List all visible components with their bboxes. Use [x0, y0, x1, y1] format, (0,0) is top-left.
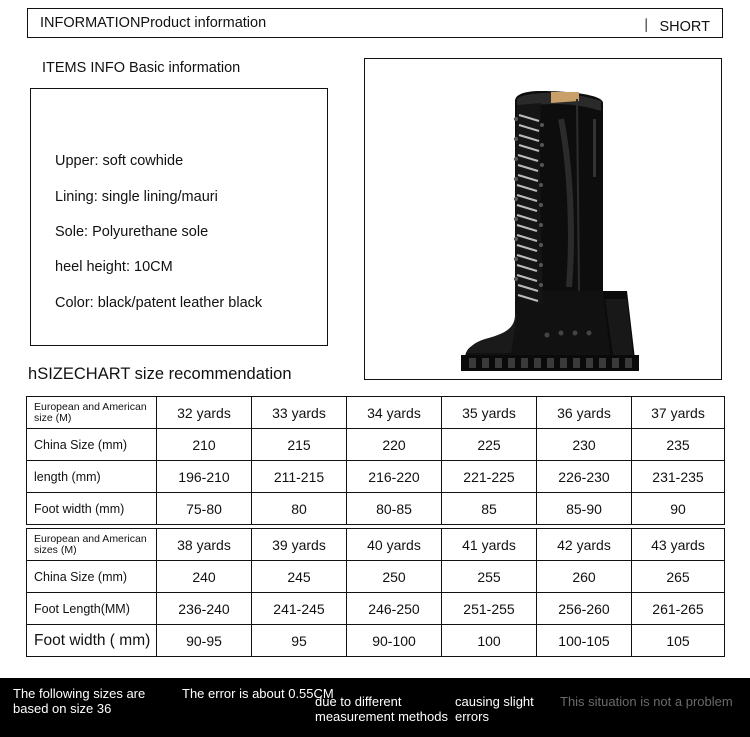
row-header: Foot Length(MM)	[27, 593, 157, 625]
table-cell: 36 yards	[537, 397, 632, 429]
table-cell: 231-235	[632, 461, 725, 493]
row-header: China Size (mm)	[27, 561, 157, 593]
table-cell: 90-95	[157, 625, 252, 657]
table-cell: 85-90	[537, 493, 632, 525]
boot-illustration-icon	[365, 59, 721, 379]
table-cell: 215	[252, 429, 347, 461]
header-right-label	[639, 15, 710, 36]
table-row	[27, 625, 725, 657]
table-cell: 100-105	[537, 625, 632, 657]
table-cell: 225	[442, 429, 537, 461]
table-cell: 245	[252, 561, 347, 593]
table-cell: 216-220	[347, 461, 442, 493]
table-cell: 255	[442, 561, 537, 593]
table-row	[27, 529, 725, 561]
table-cell: 260	[537, 561, 632, 593]
table-cell: 265	[632, 561, 725, 593]
table-cell: 221-225	[442, 461, 537, 493]
table-cell: 90	[632, 493, 725, 525]
table-row	[27, 561, 725, 593]
table-cell: 226-230	[537, 461, 632, 493]
size-chart-title	[28, 365, 292, 384]
table-row	[27, 397, 725, 429]
table-cell: 261-265	[632, 593, 725, 625]
footer-note-1: The error is about 0.55CM	[182, 686, 334, 701]
size-table-small	[26, 396, 725, 525]
row-header: Foot width ( mm)	[27, 625, 157, 657]
table-cell: 251-255	[442, 593, 537, 625]
table-cell: 75-80	[157, 493, 252, 525]
table-cell: 235	[632, 429, 725, 461]
footer-note-3: causing slight errors	[455, 694, 534, 724]
row-header: length (mm)	[27, 461, 157, 493]
table-row	[27, 593, 725, 625]
table-cell: 241-245	[252, 593, 347, 625]
table-cell: 80	[252, 493, 347, 525]
header-bar	[27, 8, 723, 38]
table-cell: 43 yards	[632, 529, 725, 561]
row-header: European and American sizes (M)	[27, 529, 157, 561]
table-cell: 34 yards	[347, 397, 442, 429]
size-table-large	[26, 528, 725, 657]
table-cell: 39 yards	[252, 529, 347, 561]
table-cell: 100	[442, 625, 537, 657]
size-chart-title-text: SIZECHART size recommendation	[37, 365, 292, 383]
table-cell: 90-100	[347, 625, 442, 657]
footer-note-0: The following sizes are based on size 36	[13, 686, 146, 716]
info-line-lining: Lining: single lining/mauri	[55, 189, 218, 205]
product-image	[364, 58, 722, 380]
table-cell: 230	[537, 429, 632, 461]
table-cell: 250	[347, 561, 442, 593]
row-header: European and American size (M)	[27, 397, 157, 429]
table-cell: 37 yards	[632, 397, 725, 429]
footer-note-bar	[0, 678, 750, 737]
info-line-color: Color: black/patent leather black	[55, 295, 263, 311]
table-cell: 85	[442, 493, 537, 525]
table-cell: 33 yards	[252, 397, 347, 429]
size-chart-title-prefix: h	[28, 365, 38, 383]
row-header: China Size (mm)	[27, 429, 157, 461]
table-cell: 196-210	[157, 461, 252, 493]
table-cell: 246-250	[347, 593, 442, 625]
table-row	[27, 429, 725, 461]
table-cell: 42 yards	[537, 529, 632, 561]
row-header: Foot width (mm)	[27, 493, 157, 525]
footer-note-2: due to different measurement methods	[315, 694, 448, 724]
table-cell: 105	[632, 625, 725, 657]
items-info-heading: ITEMS INFO Basic information	[42, 60, 241, 76]
info-line-heel-height: heel height: 10CM	[55, 259, 173, 275]
table-cell: 210	[157, 429, 252, 461]
vertical-bar-icon: 丨	[639, 19, 654, 35]
short-label: SHORT	[659, 19, 710, 35]
basic-information-box	[30, 88, 328, 346]
info-line-upper: Upper: soft cowhide	[55, 153, 184, 169]
table-row	[27, 493, 725, 525]
table-cell: 35 yards	[442, 397, 537, 429]
table-cell: 256-260	[537, 593, 632, 625]
table-cell: 240	[157, 561, 252, 593]
table-cell: 236-240	[157, 593, 252, 625]
table-row	[27, 461, 725, 493]
table-cell: 40 yards	[347, 529, 442, 561]
table-cell: 211-215	[252, 461, 347, 493]
table-cell: 95	[252, 625, 347, 657]
table-cell: 32 yards	[157, 397, 252, 429]
footer-note-4: This situation is not a problem	[560, 694, 733, 709]
table-cell: 38 yards	[157, 529, 252, 561]
table-cell: 220	[347, 429, 442, 461]
table-cell: 41 yards	[442, 529, 537, 561]
page-title: INFORMATIONProduct information	[40, 15, 267, 31]
table-cell: 80-85	[347, 493, 442, 525]
info-line-sole: Sole: Polyurethane sole	[55, 224, 209, 240]
